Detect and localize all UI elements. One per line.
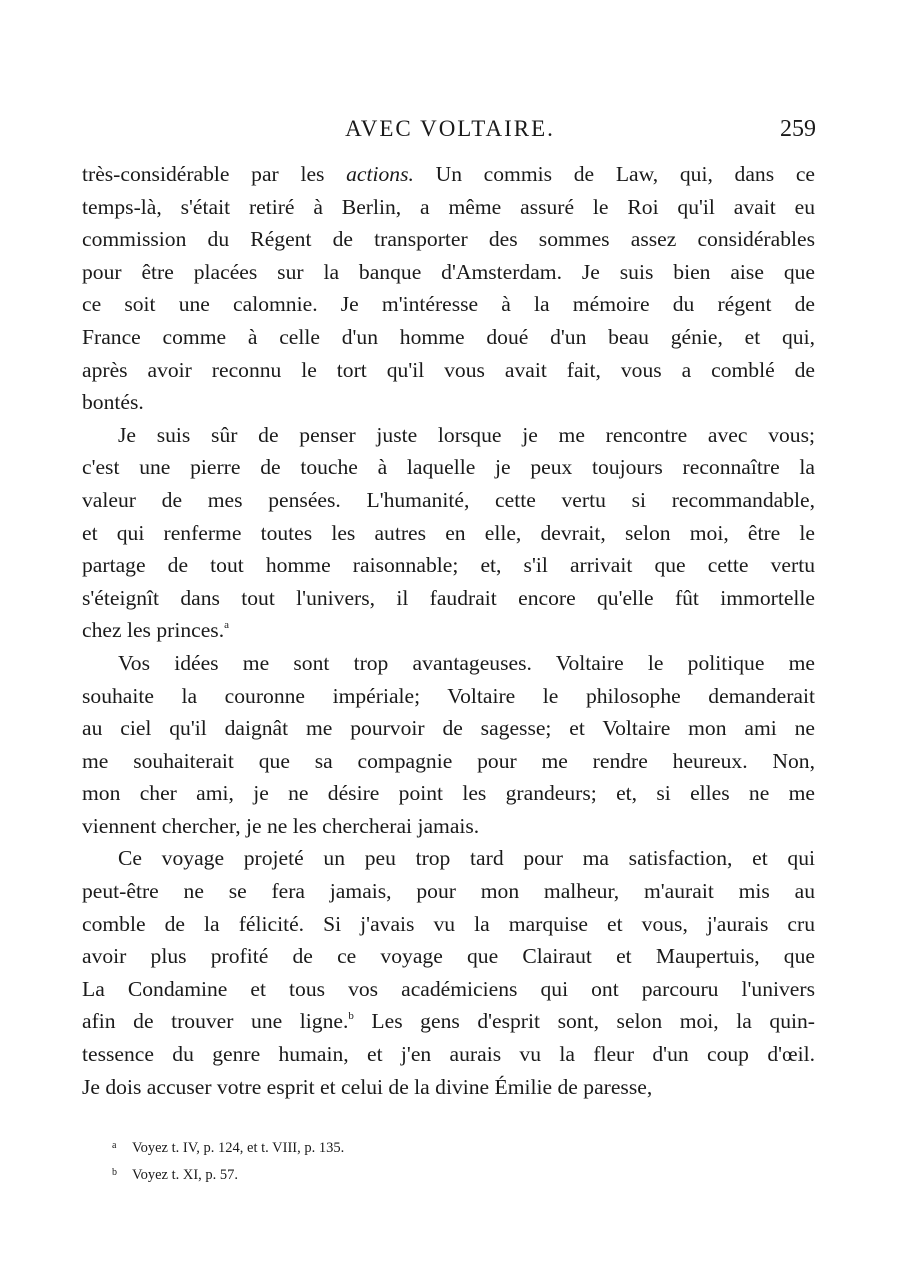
text-line <box>82 386 815 419</box>
text-run: s'éteignît dans tout l'univers, il faudrait encore qu'elle fût immortelle <box>82 585 815 610</box>
text-line <box>82 451 815 484</box>
footnote-mark: a <box>112 1140 117 1151</box>
text-line <box>82 1071 815 1104</box>
text-run: Je dois accuser votre esprit et celui de la divine Émilie de paresse, <box>82 1074 653 1099</box>
text-line <box>82 842 815 875</box>
running-head <box>84 116 816 146</box>
text-line <box>82 614 815 647</box>
text-line <box>82 647 815 680</box>
footnote-reference: a <box>224 619 229 632</box>
text-run: souhaite la couronne impériale; Voltaire le philosophe demanderait <box>82 683 815 708</box>
text-run: très-considérable par les <box>82 162 347 186</box>
footnote-text: Voyez t. XI, p. 57. <box>132 1167 239 1183</box>
text-line <box>82 419 815 452</box>
text-line <box>82 288 815 321</box>
text-line <box>82 158 815 191</box>
text-line <box>82 712 815 745</box>
text-run: viennent chercher, je ne les chercherai jamais. <box>82 813 480 838</box>
text-line <box>82 517 815 550</box>
text-line <box>82 810 815 843</box>
text-run: Un commis de Law, qui, dans ce <box>413 162 815 186</box>
footnote <box>112 1159 712 1186</box>
text-run: tessence du genre humain, et j'en aurais vu la fleur d'un coup d'œil. <box>82 1042 815 1067</box>
text-line <box>82 484 815 517</box>
footnote <box>112 1132 712 1159</box>
footnote-mark: b <box>112 1167 117 1178</box>
text-line <box>82 354 815 387</box>
text-line <box>82 777 815 810</box>
text-run: c'est une pierre de touche à laquelle je peux toujours reconnaître la <box>82 455 815 480</box>
text-line <box>82 908 815 941</box>
text-run: Vos idées me sont trop avantageuses. Voltaire le politique me <box>118 650 815 675</box>
text-run: La Condamine et tous vos académiciens qui ont parcouru l'univers <box>82 976 815 1001</box>
text-run: ce soit une calomnie. Je m'intéresse à la mémoire du régent de <box>82 292 815 317</box>
text-line <box>82 223 815 256</box>
text-line <box>82 582 815 615</box>
text-run: avoir plus profité de ce voyage que Clairaut et Maupertuis, que <box>82 944 815 969</box>
text-run: France comme à celle d'un homme doué d'un beau génie, et qui, <box>82 324 815 349</box>
text-run: partage de tout homme raisonnable; et, s'il arrivait que cette vertu <box>82 553 815 578</box>
text-line <box>82 680 815 713</box>
text-run: me souhaiterait que sa compagnie pour me rendre heureux. Non, <box>82 748 815 773</box>
footnote-reference: b <box>348 1010 354 1023</box>
running-title: AVEC VOLTAIRE. <box>345 116 555 141</box>
text-run: pour être placées sur la banque d'Amsterdam. Je suis bien aise que <box>82 259 815 284</box>
text-run: au ciel qu'il daignât me pourvoir de sagesse; et Voltaire mon ami ne <box>82 716 815 741</box>
text-line <box>82 1005 815 1038</box>
text-run: valeur de mes pensées. L'humanité, cette vertu si recommandable, <box>82 487 815 512</box>
text-line <box>82 940 815 973</box>
body-text <box>82 158 815 1103</box>
text-run: comble de la félicité. Si j'avais vu la marquise et vous, j'aurais cru <box>82 911 815 936</box>
text-run: Les gens d'esprit sont, selon moi, la quin- <box>353 1009 815 1034</box>
text-run: temps-là, s'était retiré à Berlin, a même assuré le Roi qu'il avait eu <box>82 194 815 219</box>
text-line <box>82 745 815 778</box>
text-run: après avoir reconnu le tort qu'il vous avait fait, vous a comblé de <box>82 357 815 382</box>
text-run: peut-être ne se fera jamais, pour mon malheur, m'aurait mis au <box>82 879 815 904</box>
text-run: et qui renferme toutes les autres en elle, devrait, selon moi, être le <box>82 520 815 545</box>
text-run: chez les princes. <box>82 618 225 643</box>
text-run: Ce voyage projeté un peu trop tard pour ma satisfaction, et qui <box>118 846 815 871</box>
footnotes <box>112 1132 712 1186</box>
text-run: commission du Régent de transporter des sommes assez considérables <box>82 227 815 252</box>
footnote-text: Voyez t. IV, p. 124, et t. VIII, p. 135. <box>132 1140 345 1156</box>
text-run: mon cher ami, je ne désire point les grandeurs; et, si elles ne me <box>82 781 815 806</box>
text-line <box>82 256 815 289</box>
text-line <box>82 549 815 582</box>
text-line <box>82 875 815 908</box>
page-number: 259 <box>780 116 816 142</box>
text-line <box>82 191 815 224</box>
text-run: Je suis sûr de penser juste lorsque je me rencontre avec vous; <box>118 422 815 447</box>
text-run: afin de trouver une ligne. <box>82 1009 349 1034</box>
italic-text: actions. <box>346 162 414 186</box>
text-line <box>82 1038 815 1071</box>
text-line <box>82 321 815 354</box>
text-run: bontés. <box>82 390 144 415</box>
text-line <box>82 973 815 1006</box>
